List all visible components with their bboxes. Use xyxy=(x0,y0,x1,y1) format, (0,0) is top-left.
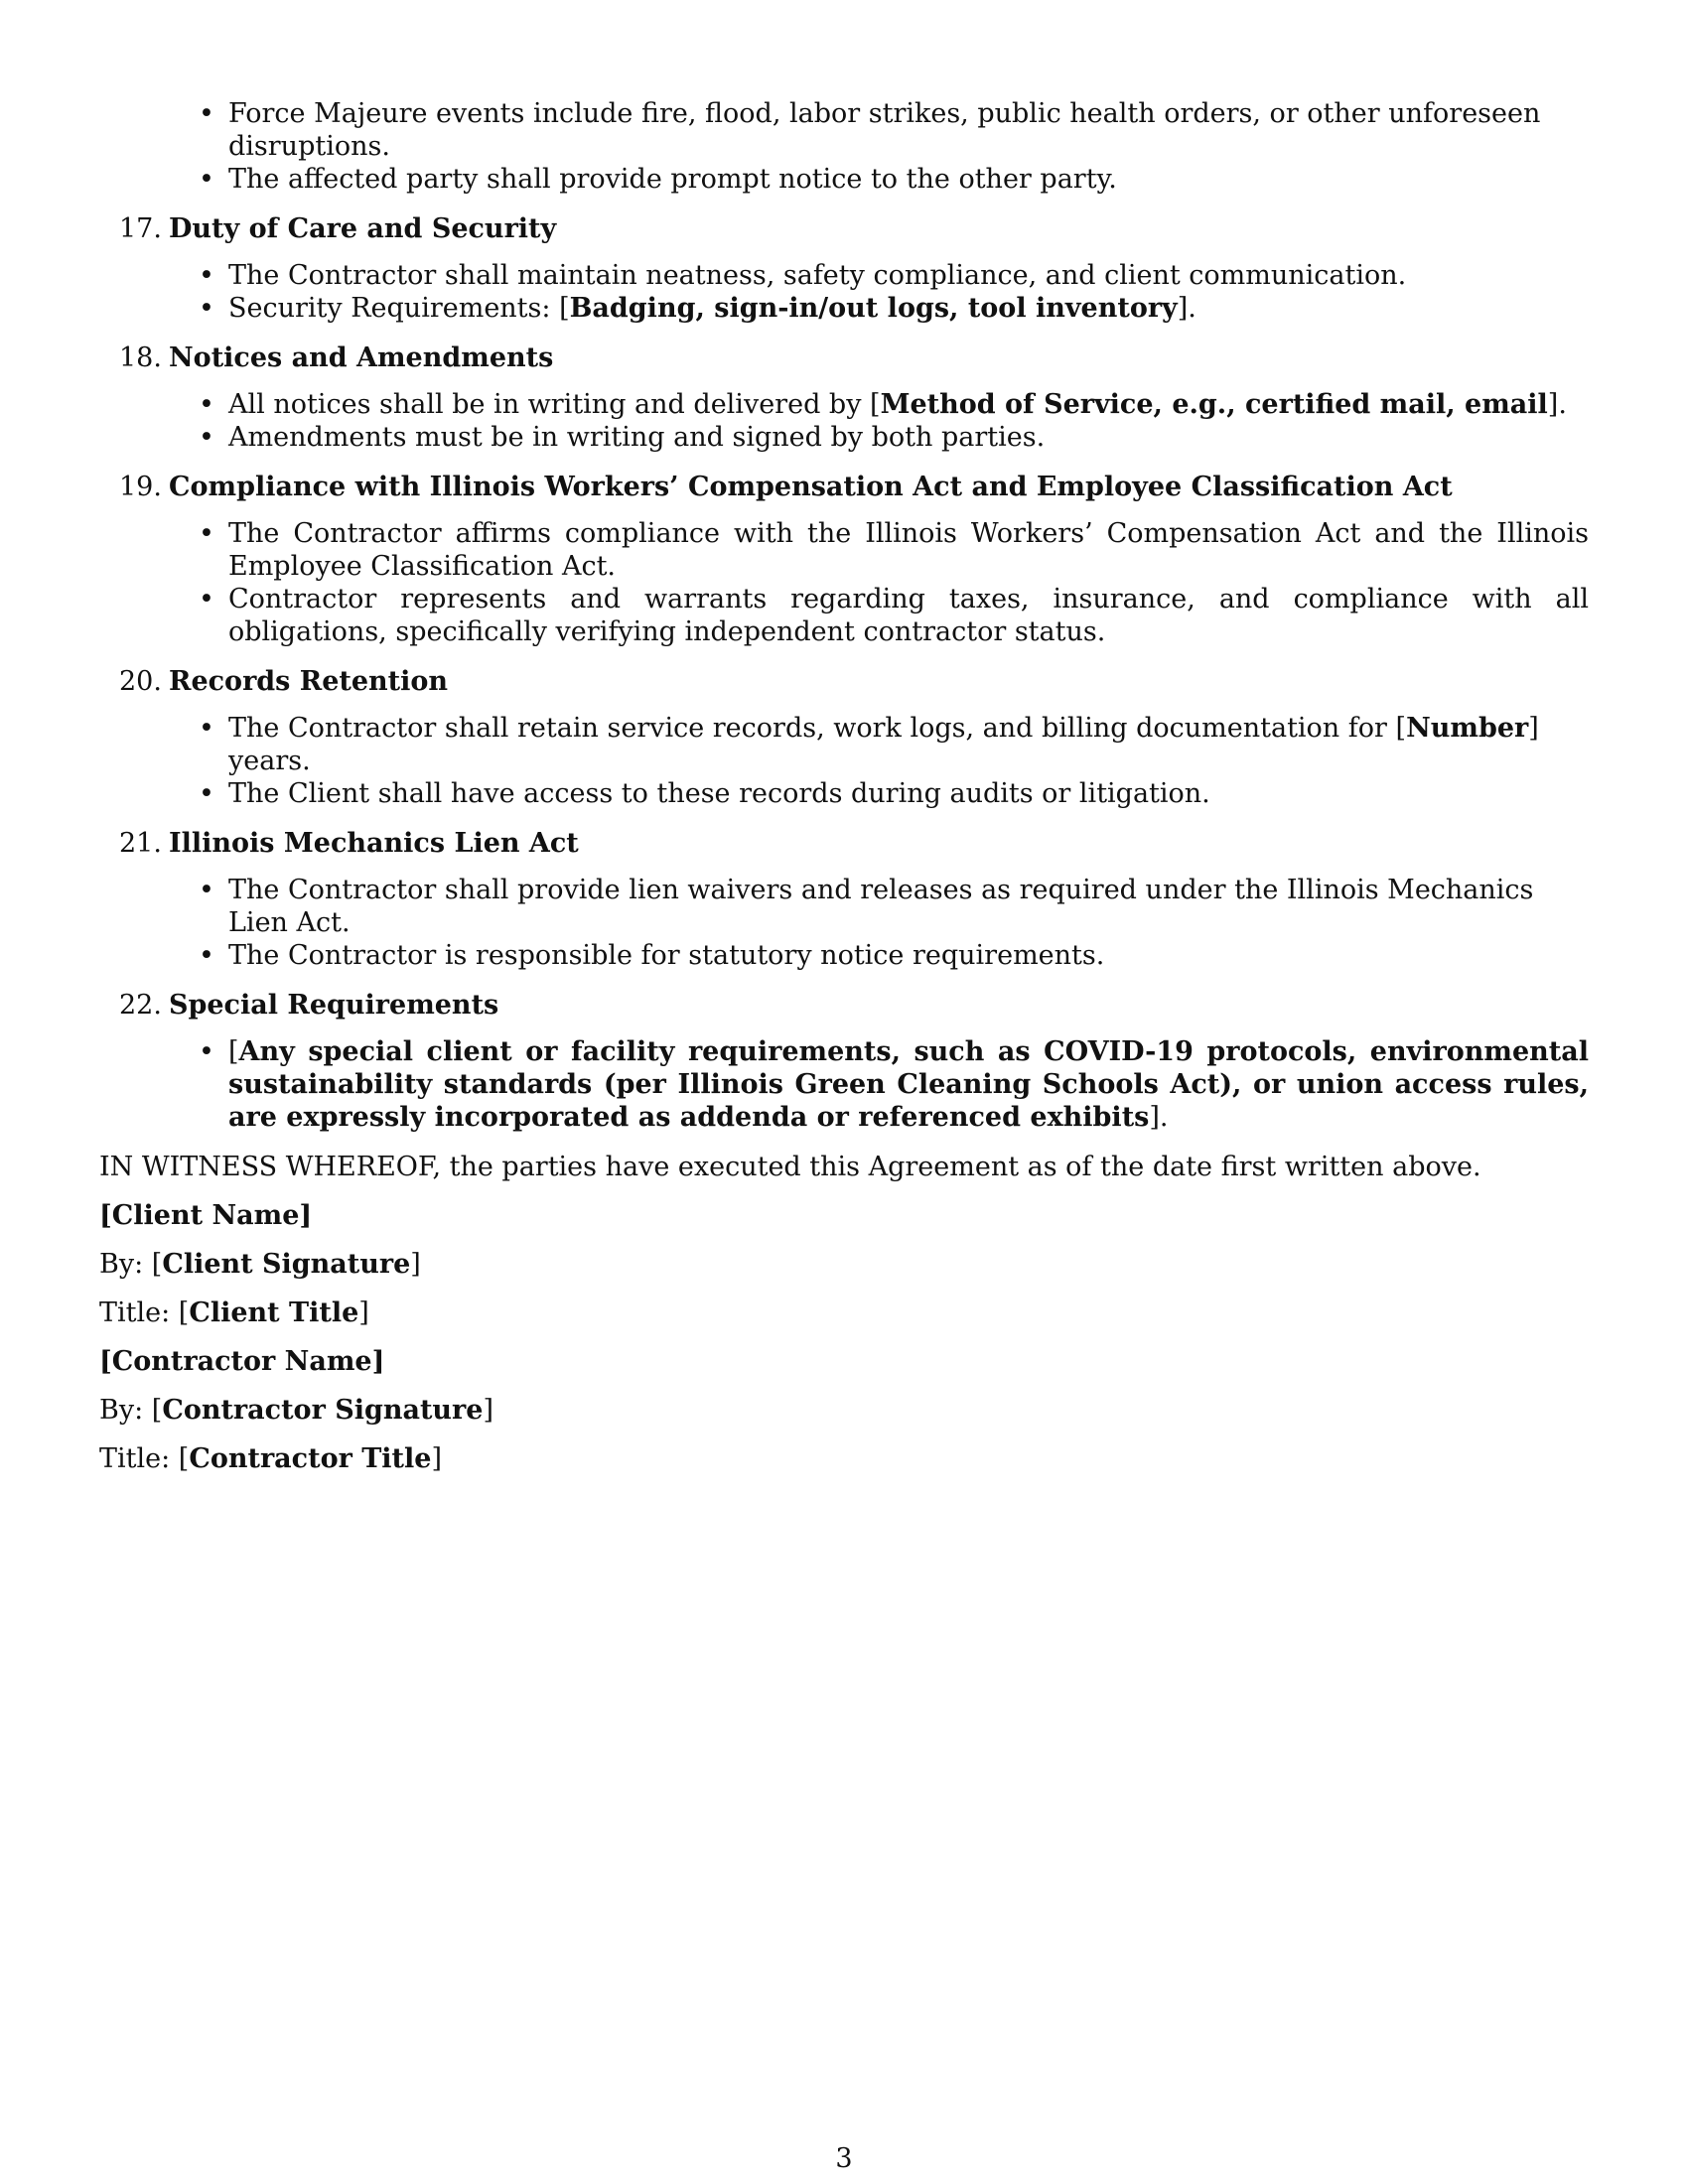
client-name: Client Name xyxy=(111,1200,300,1231)
section-19 xyxy=(99,471,1589,648)
section-bullet-list xyxy=(99,259,1589,325)
section-bullet-list xyxy=(99,388,1589,454)
section-title: Special Requirements xyxy=(169,990,499,1021)
section-21 xyxy=(99,827,1589,972)
section-heading xyxy=(99,827,1589,860)
client-signature-line: By: [Client Signature] xyxy=(99,1249,421,1280)
list-item: • The Contractor is responsible for statutory notice requirements. xyxy=(99,939,1589,972)
list-item: • Force Majeure events include fire, flood, labor strikes, public health orders, or other unforeseen disruptions. xyxy=(99,97,1589,163)
section-title: Duty of Care and Security xyxy=(169,213,557,244)
section-17 xyxy=(99,212,1589,325)
section-18 xyxy=(99,341,1589,454)
list-item: • The Contractor affirms compliance with the Illinois Workers’ Compensation Act and the Illinois Employee Classification Act. xyxy=(99,517,1589,583)
section-title: Records Retention xyxy=(169,666,449,697)
section-22 xyxy=(99,989,1589,1134)
section-number: 20. xyxy=(119,666,162,697)
continued-bullet-list xyxy=(99,97,1589,196)
section-number: 18. xyxy=(119,342,162,373)
witness-paragraph: IN WITNESS WHEREOF, the parties have executed this Agreement as of the date first written above. xyxy=(99,1152,1481,1182)
list-item: • The Contractor shall retain service records, work logs, and billing documentation for [Number] years. xyxy=(99,712,1589,777)
list-item: • All notices shall be in writing and delivered by [Method of Service, e.g., certified mail, email]. xyxy=(99,388,1589,421)
section-heading xyxy=(99,665,1589,698)
contractor-name: Contractor Name xyxy=(111,1346,372,1377)
client-name-line: [Client Name] xyxy=(99,1200,313,1231)
page-number: 3 xyxy=(835,2143,853,2174)
section-title: Notices and Amendments xyxy=(169,342,554,373)
contractor-title-line: Title: [Contractor Title] xyxy=(99,1443,443,1474)
section-heading xyxy=(99,212,1589,245)
list-item: • The Contractor shall provide lien waivers and releases as required under the Illinois Mechanics Lien Act. xyxy=(99,874,1589,939)
list-item: • Security Requirements: [Badging, sign-in/out logs, tool inventory]. xyxy=(99,292,1589,325)
list-item: • Amendments must be in writing and signed by both parties. xyxy=(99,421,1589,454)
by-label: By: xyxy=(99,1249,144,1280)
title-label: Title: xyxy=(99,1297,171,1328)
list-item: • [Any special client or facility requirements, such as COVID-19 protocols, environmental sustainability standards (per Illinois Green Cleaning Schools Act), or union access rules, are expressly incorporated as addenda or referenced exhibits]. xyxy=(99,1035,1589,1134)
document-page xyxy=(99,97,1589,1475)
list-item: • The Contractor shall maintain neatness, safety compliance, and client communication. xyxy=(99,259,1589,292)
list-item: • The affected party shall provide prompt notice to the other party. xyxy=(99,163,1589,196)
section-bullet-list xyxy=(99,712,1589,810)
list-item: • The Client shall have access to these records during audits or litigation. xyxy=(99,777,1589,810)
section-number: 19. xyxy=(119,472,162,502)
section-bullet-list xyxy=(99,874,1589,972)
section-number: 22. xyxy=(119,990,162,1021)
contractor-title: Contractor Title xyxy=(189,1443,432,1474)
client-signature: Client Signature xyxy=(162,1249,411,1280)
contractor-signature: Contractor Signature xyxy=(162,1395,484,1426)
section-number: 17. xyxy=(119,213,162,244)
contractor-signature-line: By: [Contractor Signature] xyxy=(99,1395,494,1426)
section-bullet-list xyxy=(99,1035,1589,1134)
client-title: Client Title xyxy=(189,1297,359,1328)
placeholder-field: Number xyxy=(1406,713,1529,744)
section-heading xyxy=(99,989,1589,1022)
section-bullet-list xyxy=(99,517,1589,648)
title-label: Title: xyxy=(99,1443,171,1474)
placeholder-field: Any special client or facility requirements, such as COVID-19 protocols, environmental sustainability standards (per Illinois Green Cleaning Schools Act), or union access rules, are expressly incorporated as addenda or referenced exhibits xyxy=(228,1036,1589,1133)
section-title: Illinois Mechanics Lien Act xyxy=(169,828,579,859)
section-heading xyxy=(99,471,1589,503)
section-number: 21. xyxy=(119,828,162,859)
section-title: Compliance with Illinois Workers’ Compensation Act and Employee Classification Act xyxy=(169,472,1453,502)
contractor-name-line: [Contractor Name] xyxy=(99,1346,385,1377)
client-title-line: Title: [Client Title] xyxy=(99,1297,369,1328)
placeholder-field: Badging, sign-in/out logs, tool inventory xyxy=(569,293,1178,324)
section-heading xyxy=(99,341,1589,374)
section-20 xyxy=(99,665,1589,810)
by-label: By: xyxy=(99,1395,144,1426)
list-item: • Contractor represents and warrants regarding taxes, insurance, and compliance with all obligations, specifically verifying independent contractor status. xyxy=(99,583,1589,648)
placeholder-field: Method of Service, e.g., certified mail, email xyxy=(880,389,1548,420)
